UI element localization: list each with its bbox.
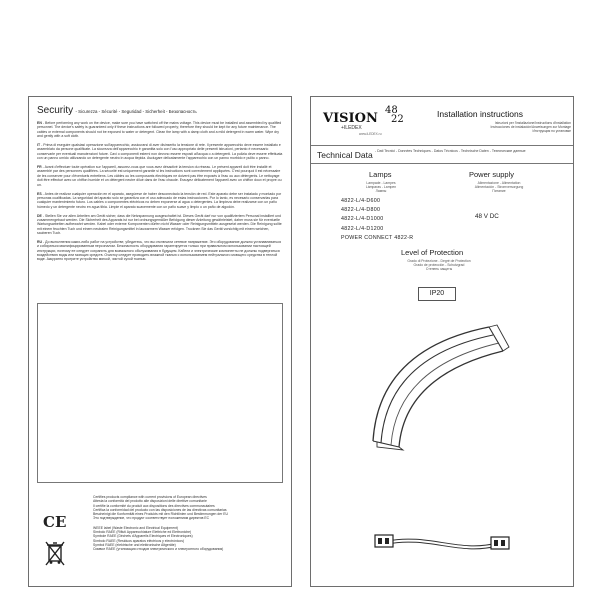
installation-subtitle: Istruzioni per l'installazione/Instructions d'installation Instrucciones de instalación/Anweisungen zur Montage Инструкция по установке [490, 121, 571, 134]
lamps-languages: Lampade - Lampes Lámparas - Lampen Лампы [365, 181, 397, 193]
installation-title: Installation instructions [437, 109, 523, 119]
lamp-code: POWER CONNECT 4822-R [341, 234, 414, 241]
safety-block-de: DE - Stellen Sie vor allen Arbeiten am Gerät sicher, dass die Netzspannung ausgeschaltet ist. Dieses Gerät darf nur von qualifiziertem Personal installiert und zusammengebaut werden. Die Sicherheit des Apparats ist nur bei ordnungsgemäßer Befolgung dieser Anleitung gewährleistet, daher muss sie für eventuelle Wartungsarbeiten aufbewahrt werden. Kabel oder externe Komponenten dürfen nicht Wasser oder Reinigungsmitteln ausgesetzt werden. Die Reinigung sollte mit einem feuchten Tuch und einem neutralen Reinigungsmittel in lauwarmem Wasser erfolgen. Trocknen Sie das Gerät vorsichtig mit einem weichen, sauberen Tuch. [37, 213, 282, 235]
power-supply-languages: Alimentazione - Alimentation Alimentación - Stromversorgung Питание [474, 181, 524, 193]
safety-block-fr: FR - Avant d'effectuer toute opération sur l'appareil, assurez-vous que vous avez désactivé la tension du réseau. Le présent appareil doit être installé et assemblé par des personnes qualifiées. La sécurité est uniquement garantie si les instructions sont correctement appliquées. C'est pourquoi il est nécessaire de les conserver pour d'éventuels entretiens. Les câbles ou les composants électriques ne doivent pas être exposés à l'eau ou aux détergents. Le nettoyage doit être effectué avec un chiffon humide et un détergent neutre dilué dans de l'eau chaude. Essuyez délicatement l'appareil avec un chiffon doux et propre ou un. [37, 165, 282, 187]
installation-page [310, 96, 574, 587]
safety-text-blocks [37, 121, 283, 266]
technical-data-languages: - Dati Tecnici - Données Techniques - Datos Técnicos - Technische Daten - Технические данные [375, 149, 526, 153]
voltage-value: 48 V DC [475, 213, 499, 220]
divider [311, 145, 573, 146]
lamp-code: 4822-L/4-D800 [341, 207, 381, 214]
lamp-code: 4822-L/4-D600 [341, 198, 381, 204]
lamp-code: 4822-L/4-D1200 [341, 225, 384, 232]
lamps-heading: Lamps [369, 170, 392, 179]
security-title: Security [37, 105, 74, 116]
curved-track-illustration [369, 319, 545, 451]
lamp-code: 4822-L/4-D1000 [341, 216, 384, 223]
ip-rating-badge: IP20 [418, 287, 456, 301]
safety-page [28, 96, 292, 587]
ce-mark-icon: CE [43, 513, 67, 531]
legal-notes: Certifies products compliance with current provisions of European directives Attesta la conformità del prodotto alle disposizioni delle direttive comunitarie Il certifie la conformité du produit aux dispositions des directives communautaires Certifica la conformidad del producto con las disposiciones de las directivas comunitarias Bescheinigt die Konformität eines Produkts mit den Richtlinien und Bestimmungen der EU Это подтверждение, что продукт соответствует положениям директив ЕС WEEE label (Waste Electronic and Electrical Equipment) Simbolo RAEE (Rifiuti Apparecchiature Elettriche ed Elettroniche) Symbole RAEE (Déchets d'Appareils Electriques et Electroniques) Símbolo RAEE (Residuos aparatos eléctricos y electrónicos) Symbol RAEE (elektrische und elektronische Altgeräte) Символ RAEE (утилизация отходов электрического и электронного оборудования) [93, 495, 228, 552]
safety-block-it: IT - Prima di eseguire qualsiasi operazione sull'apparecchio, assicurarsi di aver disinserito la tensione di rete. Il presente apparecchio deve essere installato e assemblato da persone qualificate. La sicurezza dell'apparecchio è garantita solo con l'uso appropriato delle presenti istruzioni, pertanto è necessario conservarle per eventuali manutenzioni future. Cavi o componenti esterni non devono essere esposti all'acqua o a detergenti. La pulizia deve essere effettuata con un panno umido utilizzando un detergente neutro in acqua tiepida. Asciugare delicatamente l'apparecchio con un panno morbido e pulito o panno. [37, 143, 283, 161]
security-languages: - Sicurezza - Sécurité - Seguridad - Sicherheit - Безопасность [75, 109, 197, 114]
safety-block-en: EN - Before performing any work on the device, make sure you have switched off the mains voltage. This device must be installed and assembled by qualified personnel. The device's safety is guaranteed only if these instructions are followed properly; therefore they should be kept for any future maintenance. The cables or external components should not be exposed to water or detergent. Clean the lamp with a damp cloth and a mild detergent in warm water. Wipe dry and gently with a soft cloth. [37, 121, 282, 139]
technical-data-title: Technical Data [317, 150, 373, 160]
power-supply-heading: Power supply [469, 170, 515, 179]
compliance-marks [43, 513, 83, 572]
power-connector-illustration [369, 523, 529, 563]
certification-box [37, 303, 283, 483]
weee-bin-icon [45, 541, 65, 567]
safety-block-ru: RU - До выполнения каких-либо работ на устройстве, убедитесь, что вы отключили сетевое напряжение. Это оборудование должно устанавливаться и собираться квалифицированным персоналом. Безопасность оборудования гарантируется только при правильном использовании настоящей инструкции, поэтому ее следует сохранить для возможного обслуживания в будущем. Кабели и электрические компоненты не должны подвергаться воздействию воды или моющих средств. Очистку следует проводить влажной тканью с использованием нейтрального моющего средства в теплой воде. Аккуратно протрите устройство мягкой, чистой сухой тканью. [37, 240, 282, 262]
safety-block-es: ES - Antes de realizar cualquier operación en el aparato, asegúrese de haber desconectado la tensión de red. Este aparato debe ser instalado y montado por personas cualificadas. La seguridad del aparato solo se garantiza con el uso adecuado de estas instrucciones. Por lo tanto, es necesario conservarlas para cualquier mantenimiento futuro. Los cables o componentes eléctricos no deben exponerse al agua o detergentes. La limpieza debe realizarse con un paño húmedo y un detergente neutro en agua tibia. Limpie el aparato suavemente con un paño suave y limpio o un paño de algodón. [37, 191, 282, 209]
security-heading [37, 105, 283, 119]
protection-languages: Grado di Protezione - Degré de Protection Grado de protección - Schutzgrad Степень защиты [407, 259, 471, 271]
vision-logo: VISION 48 22 +ILEDEX www.iLEDEX.ru [323, 105, 404, 136]
divider [311, 163, 573, 164]
lamp-codes [341, 197, 413, 243]
protection-heading: Level of Protection [401, 248, 464, 257]
